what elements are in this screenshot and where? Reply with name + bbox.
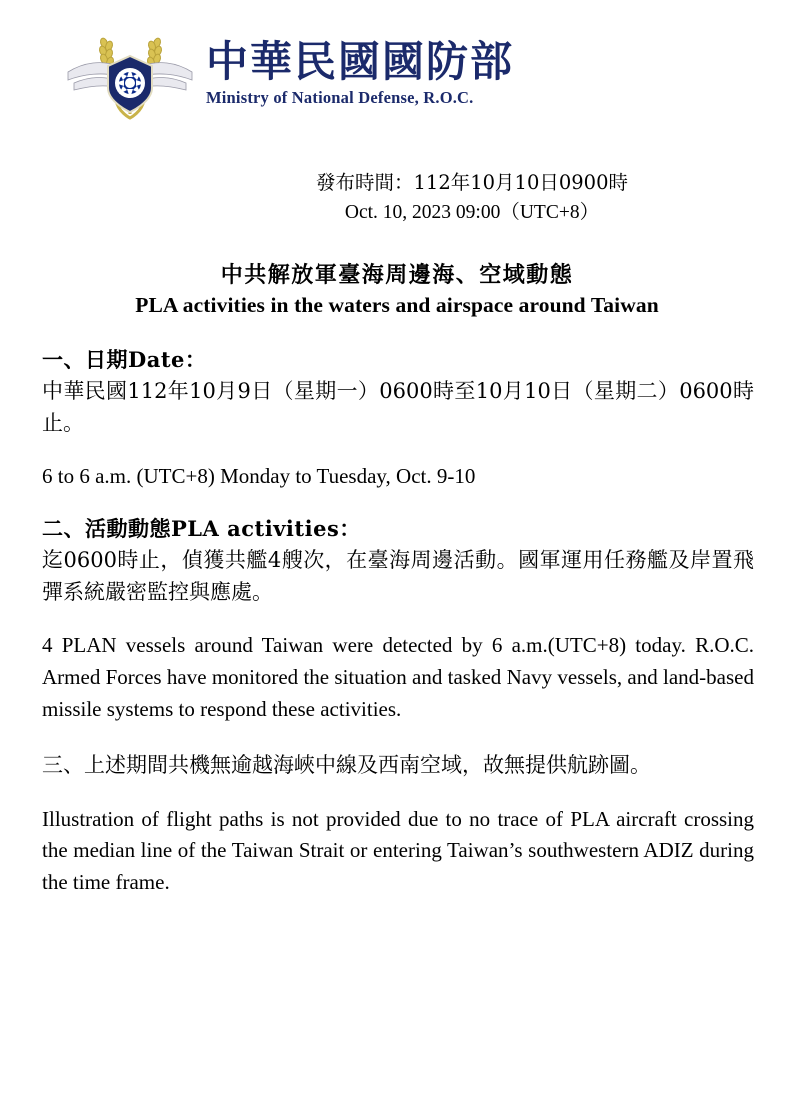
section-1-heading: 一、日期Date： bbox=[42, 347, 207, 373]
section-2-heading: 二、活動動態PLA activities： bbox=[42, 516, 361, 542]
ministry-name-block bbox=[206, 36, 515, 112]
ministry-name-cn: 中華民國國防部 bbox=[206, 36, 515, 86]
section-2-text-cn: 迄0600時止，偵獲共艦4艘次，在臺海周邊活動。國軍運用任務艦及岸置飛彈系統嚴密監控與應處。 bbox=[42, 548, 754, 604]
section-2-text-en: 4 PLAN vessels around Taiwan were detected by 6 a.m.(UTC+8) today. R.O.C. Armed Forces have monitored the situation and tasked Navy vessels, and land-based missile systems to respond these activities. bbox=[42, 633, 754, 722]
page-title-en: PLA activities in the waters and airspace around Taiwan bbox=[135, 293, 659, 318]
page-title-cn: 中共解放軍臺海周邊海、空域動態 bbox=[220, 262, 574, 289]
ministry-name-en: Ministry of National Defense, R.O.C. bbox=[206, 88, 474, 108]
document-body bbox=[38, 344, 756, 899]
document-title-block bbox=[38, 258, 756, 318]
release-time-block bbox=[38, 168, 756, 228]
section-3-text-cn: 三、上述期間共機無逾越海峽中線及西南空域，故無提供航跡圖。 bbox=[42, 753, 651, 778]
section-1-text-en: 6 to 6 a.m. (UTC+8) Monday to Tuesday, Oct. 9-10 bbox=[42, 464, 476, 489]
release-time-en: Oct. 10, 2023 09:00（UTC+8） bbox=[344, 202, 600, 224]
section-1-text-cn: 中華民國112年10月9日（星期一）0600時至10月10日（星期二）0600時止。 bbox=[42, 379, 754, 435]
release-time-cn: 發布時間：112年10月10日0900時 bbox=[316, 171, 628, 194]
section-3-text-en: Illustration of flight paths is not provided due to no trace of PLA aircraft crossing the median line of the Taiwan Strait or entering Taiwan’s southwestern ADIZ during the time frame. bbox=[42, 806, 754, 895]
document-header bbox=[38, 0, 756, 126]
mnd-roc-emblem-icon bbox=[60, 26, 200, 126]
